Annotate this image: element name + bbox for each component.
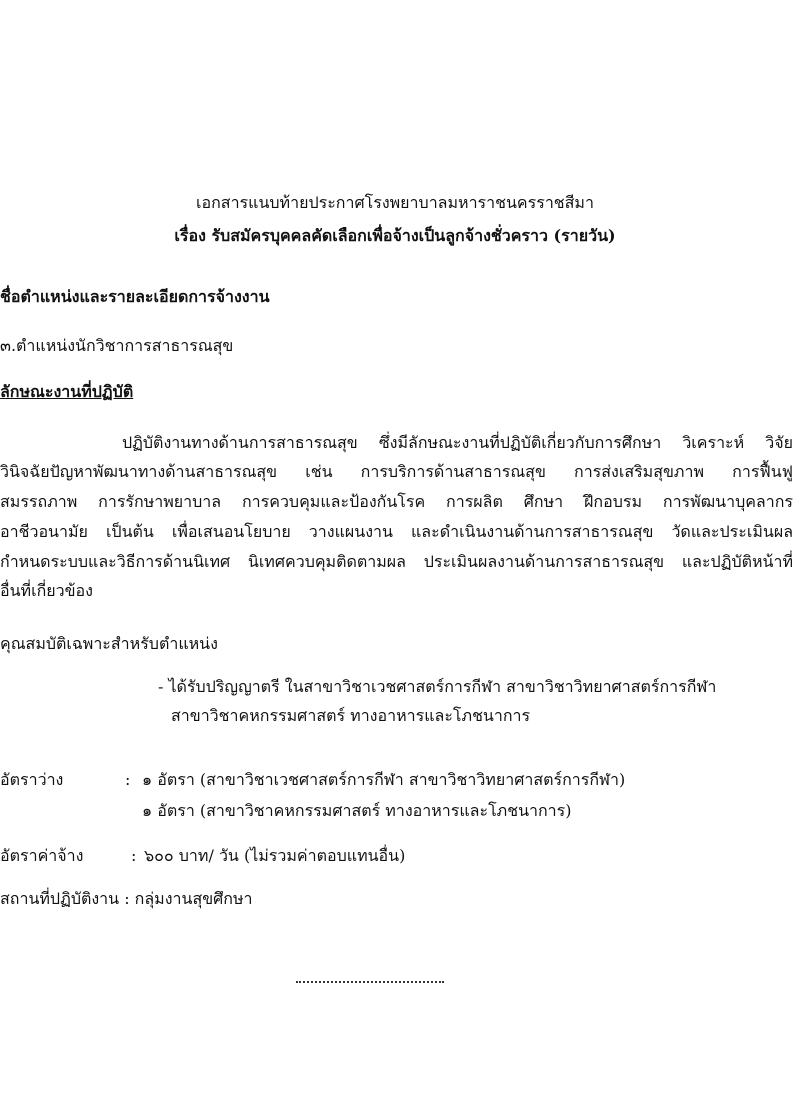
- vacancies-line-2: ๑ อัตรา (สาขาวิชาคหกรรมศาสตร์ ทางอาหารและโภชนาการ): [142, 801, 572, 820]
- qualifications-line-1: - ได้รับปริญญาตรี ในสาขาวิชาเวชศาสตร์การกีฬา สาขาวิชาวิทยาศาสตร์การกีฬา: [158, 677, 717, 696]
- wage-value: ๖๐๐ บาท/ วัน (ไม่รวมค่าตอบแทนอื่น): [144, 846, 406, 865]
- duties-heading: ลักษณะงานที่ปฏิบัติ: [0, 382, 134, 401]
- workplace-text: สถานที่ปฏิบัติงาน : กลุ่มงานสุขศึกษา: [0, 889, 253, 908]
- vacancies-label: อัตราว่าง: [0, 770, 64, 789]
- duties-line-4: อาชีวอนามัย เป็นต้น เพื่อเสนอนโยบาย วางแผนงาน และดำเนินงานด้านการสาธารณสุข วัดและประเมินผล: [0, 522, 793, 541]
- duties-line-2: วินิจฉัยปัญหาพัฒนาทางด้านสาธารณสุข เช่น การบริการด้านสาธารณสุข การส่งเสริมสุขภาพ การฟื้นฟู: [0, 462, 793, 481]
- duties-line-5: กำหนดระบบและวิธีการด้านนิเทศ นิเทศควบคุมติดตามผล ประเมินผลงานด้านการสาธารณสุข และปฏิบัติหน้าที่: [0, 552, 793, 571]
- header-line-2: เรื่อง รับสมัครบุคคลคัดเลือกเพื่อจ้างเป็นลูกจ้างชั่วคราว (รายวัน): [174, 226, 616, 245]
- vacancies-separator: :: [125, 770, 131, 789]
- position-title: ๓.ตำแหน่งนักวิชาการสาธารณสุข: [0, 336, 234, 355]
- wage-separator: :: [131, 846, 137, 865]
- duties-line-6: อื่นที่เกี่ยวข้อง: [0, 581, 93, 600]
- duties-line-1: ปฏิบัติงานทางด้านการสาธารณสุข ซึ่งมีลักษณะงานที่ปฏิบัติเกี่ยวกับการศึกษา วิเคราะห์ วิจัย: [122, 433, 793, 452]
- section-title: ชื่อตำแหน่งและรายละเอียดการจ้างงาน: [0, 287, 270, 306]
- wage-label: อัตราค่าจ้าง: [0, 846, 84, 865]
- header-line-1: เอกสารแนบท้ายประกาศโรงพยาบาลมหาราชนครราชสีมา: [196, 193, 594, 212]
- qualifications-line-2: สาขาวิชาคหกรรมศาสตร์ ทางอาหารและโภชนาการ: [171, 706, 531, 725]
- qualifications-heading: คุณสมบัติเฉพาะสำหรับตำแหน่ง: [0, 634, 218, 653]
- duties-line-3: สมรรถภาพ การรักษาพยาบาล การควบคุมและป้องกันโรค การผลิต ศึกษา ฝึกอบรม การพัฒนาบุคลากร: [0, 492, 793, 511]
- end-divider: [296, 981, 444, 983]
- vacancies-line-1: ๑ อัตรา (สาขาวิชาเวชศาสตร์การกีฬา สาขาวิชาวิทยาศาสตร์การกีฬา): [142, 770, 626, 789]
